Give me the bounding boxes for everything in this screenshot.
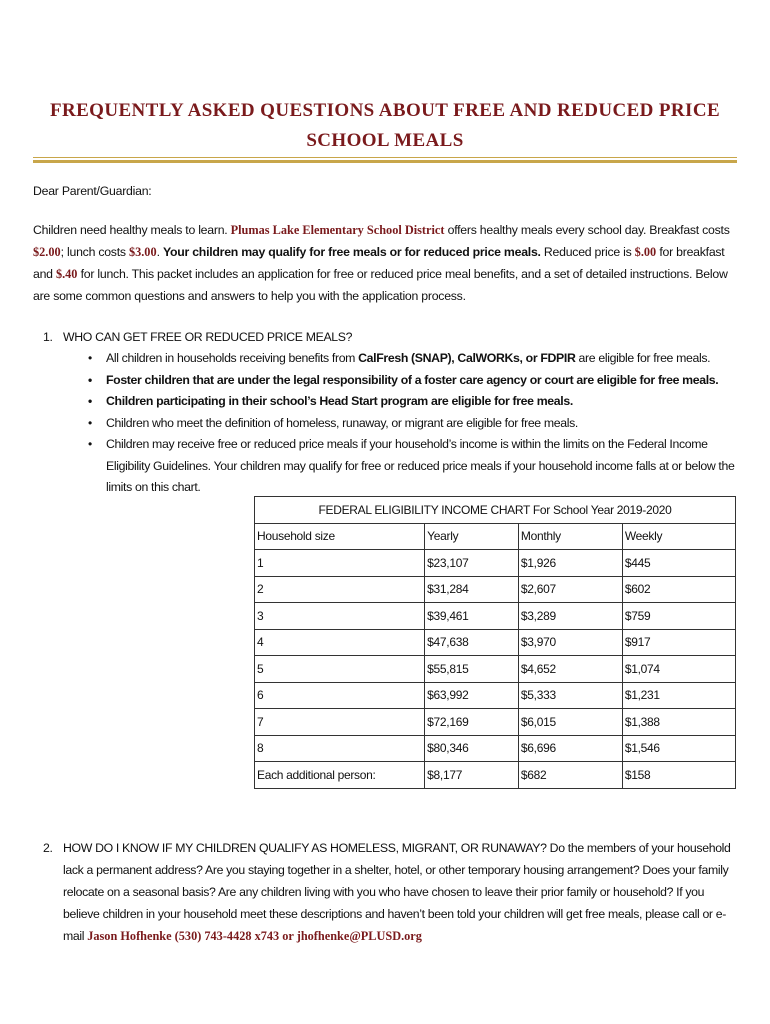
bullet-3-text: Children participating in their school’s Head Start program are eligible for free meals. (106, 394, 573, 408)
table-cell: $682 (518, 762, 622, 789)
table-cell: $3,289 (518, 603, 622, 630)
table-cell: $23,107 (425, 550, 519, 577)
reduced-breakfast-cost: $.00 (634, 245, 657, 259)
income-eligibility-table (254, 496, 736, 789)
table-cell: $1,231 (622, 682, 735, 709)
list-item (88, 370, 738, 392)
table-caption: FEDERAL ELIGIBILITY INCOME CHART For School Year 2019-2020 (255, 497, 736, 524)
table-cell: $602 (622, 576, 735, 603)
question-2-body (63, 837, 739, 947)
table-row (255, 550, 736, 577)
list-item (88, 434, 738, 499)
question-2-number: 2. (43, 841, 53, 855)
table-cell: 5 (255, 656, 425, 683)
table-cell: 1 (255, 550, 425, 577)
salutation: Dear Parent/Guardian: (33, 184, 152, 198)
table-cell: 3 (255, 603, 425, 630)
intro-text-2: offers healthy meals every school day. Breakfast costs (444, 223, 730, 237)
table-cell: $39,461 (425, 603, 519, 630)
table-cell: Each additional person: (255, 762, 425, 789)
table-cell: 8 (255, 735, 425, 762)
table-row (255, 735, 736, 762)
table-row (255, 576, 736, 603)
bullet-2-text: Foster children that are under the legal responsibility of a foster care agency or court are eligible for free meals. (106, 372, 719, 387)
table-cell: $31,284 (425, 576, 519, 603)
lunch-cost: $3.00 (128, 245, 157, 259)
bullet-1-text-2: are eligible for free meals. (575, 351, 711, 365)
table-cell: $72,169 (425, 709, 519, 736)
table-cell: $1,546 (622, 735, 735, 762)
intro-text-6: for breakfast and (33, 245, 725, 281)
table-cell: $158 (622, 762, 735, 789)
intro-text-7: for lunch. This packet includes an application for free or reduced price meal benefits, and a set of detailed instructions. Below are some common questions and answers to help you with the application process. (33, 267, 728, 303)
table-cell: 4 (255, 629, 425, 656)
table-cell: $759 (622, 603, 735, 630)
intro-paragraph (33, 219, 739, 307)
table-row (255, 762, 736, 789)
table-header-cell: Weekly (622, 523, 735, 550)
list-item (88, 348, 738, 370)
table-cell: 7 (255, 709, 425, 736)
intro-text-5: Reduced price is (540, 245, 635, 259)
table-cell: $445 (622, 550, 735, 577)
table-row (255, 629, 736, 656)
table-cell: $55,815 (425, 656, 519, 683)
list-item (88, 413, 738, 435)
table-header-cell: Household size (255, 523, 425, 550)
qualify-statement: Your children may qualify for free meals or for reduced price meals. (162, 245, 541, 259)
bullet-1-text-1: All children in households receiving benefits from (106, 351, 359, 365)
intro-text-3: ; lunch costs (60, 245, 129, 259)
eligibility-list (88, 348, 738, 499)
table-cell: $6,015 (518, 709, 622, 736)
intro-text-1: Children need healthy meals to learn. (33, 223, 231, 237)
question-1-heading: WHO CAN GET FREE OR REDUCED PRICE MEALS? (63, 330, 353, 344)
table-row (255, 709, 736, 736)
table-cell: $2,607 (518, 576, 622, 603)
table-cell: $3,970 (518, 629, 622, 656)
table-header-row (255, 523, 736, 550)
table-cell: $80,346 (425, 735, 519, 762)
title-divider-thick (33, 160, 737, 163)
reduced-lunch-cost: $.40 (55, 267, 78, 281)
table-cell: $6,696 (518, 735, 622, 762)
table-cell: 2 (255, 576, 425, 603)
intro-text-4: . (156, 245, 163, 259)
bullet-5-text: Children may receive free or reduced price meals if your household’s income is within the limits on the Federal Income Eligibility Guidelines. Your children may qualify for free or reduced price meals if your household income falls at or below the limits on this chart. (106, 437, 735, 494)
question-2-text: HOW DO I KNOW IF MY CHILDREN QUALIFY AS HOMELESS, MIGRANT, OR RUNAWAY? Do the members of your household lack a permanent address? Are you staying together in a shelter, hotel, or other temporary housing arrangement? Does your family relocate on a seasonal basis? Are any children living with you who have chosen to leave their prior family or household? If you believe children in your household meet these descriptions and haven’t been told your children will get free meals, please call or e-mail (63, 841, 731, 943)
bullet-4-text: Children who meet the definition of homeless, runaway, or migrant are eligible for free meals. (106, 415, 578, 430)
table-cell: $47,638 (425, 629, 519, 656)
title-divider (33, 157, 737, 158)
question-1-number: 1. (43, 330, 53, 344)
table-header-cell: Yearly (425, 523, 519, 550)
district-name: Plumas Lake Elementary School District (230, 223, 445, 237)
table-cell: $4,652 (518, 656, 622, 683)
table-cell: $5,333 (518, 682, 622, 709)
bullet-1-programs: CalFresh (SNAP), CalWORKs, or FDPIR (358, 351, 576, 365)
table-cell: $8,177 (425, 762, 519, 789)
contact-info[interactable]: Jason Hofhenke (530) 743-4428 x743 or jhofhenke@PLUSD.org (87, 929, 422, 943)
table-row (255, 656, 736, 683)
list-item (88, 391, 738, 413)
page-title: FREQUENTLY ASKED QUESTIONS ABOUT FREE AND REDUCED PRICE SCHOOL MEALS (49, 100, 721, 151)
table-cell: 6 (255, 682, 425, 709)
table-cell: $63,992 (425, 682, 519, 709)
table-cell: $1,388 (622, 709, 735, 736)
table-cell: $1,074 (622, 656, 735, 683)
table-cell: $917 (622, 629, 735, 656)
table-row (255, 682, 736, 709)
table-header-cell: Monthly (518, 523, 622, 550)
breakfast-cost: $2.00 (33, 245, 61, 259)
table-cell: $1,926 (518, 550, 622, 577)
table-row (255, 603, 736, 630)
